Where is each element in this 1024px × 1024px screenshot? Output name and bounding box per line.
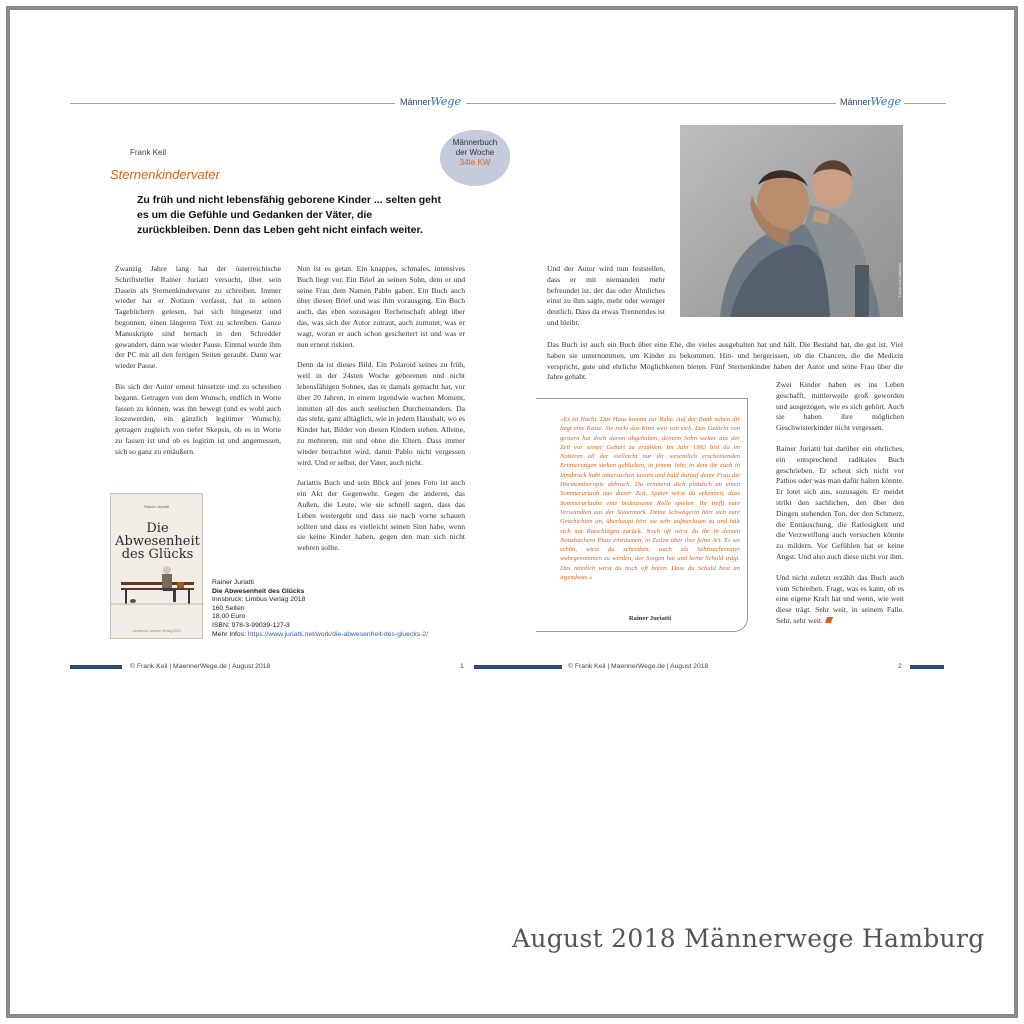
paragraph: Rainer Juriatti hat darüber ein ehrliches, ein entsprechend radikales Buch geschrieben. Er scheut sich nicht vor Pathos oder was man dafür halten könnte. Er lotet sich aus, sozusagen. Er meidet strikt den sachlichen, den über den Dingen stehenden Ton, der den Schmerz, die Enttäuschung, die Ratlosigkeit und die Verzweiflung auch versuchen könnte zu mildern. Vor Gefühlen hat er keine Angst. Und also auch diese nicht vor ihm. bbox=[776, 443, 904, 561]
caption: August 2018 Männerwege Hamburg bbox=[512, 924, 985, 953]
cover-publisher: Innsbruck: Limbus Verlag 2018 bbox=[132, 629, 181, 633]
brand-word-1: Männer bbox=[400, 97, 431, 107]
closing-text: Und nicht zuletzt erzählt das Buch auch vom Schreiben. Fragt, was es kann, ob es eine eigene Kraft hat und wenn, wie weit diese trägt. Sehr weit, in seinem Falle. Sehr, sehr weit. bbox=[776, 572, 904, 625]
brand-word-2: Wege bbox=[430, 95, 461, 108]
header-rule-left bbox=[70, 103, 395, 104]
book-isbn: ISBN: 978-3-99039-127-3 bbox=[212, 621, 290, 629]
paragraph: Juriattis Buch und sein Blick auf jenes Foto ist auch ein Akt der Gegenwehr. Gegen die anderen, das Außen, die Leute, wie sie schnell sagen, dass das Leben weitergeht und dass sie nach vorne schauen sollten und dass es vielleicht seinen Sinn habe, wenn sie keine Kinder haben, gegen den man sich nicht wehren sollte. bbox=[297, 478, 465, 553]
footer-bar-left bbox=[70, 665, 122, 669]
badge-week: 34te KW bbox=[459, 158, 491, 167]
footer-credit-page1: © Frank Keil | MaennerWege.de | August 2018 bbox=[130, 663, 271, 670]
quote-author: Rainer Juriatti bbox=[628, 615, 672, 622]
book-of-week-badge bbox=[440, 130, 510, 186]
footer-bar-right bbox=[910, 665, 944, 669]
byline: Frank Keil bbox=[130, 148, 167, 157]
paragraph: Denn da ist dieses Bild. Ein Polaroid seines zu früh, weil in der 24sten Woche geborenen und nicht lebensfähigen Sohnes, das er damals gemacht hat, vor über 20 Jahren, in einem irgendwie wachen Moment, inmitten all des auch seelischen Durcheinanders. Da das steht, ganz alltäglich, wie in jedem Haushalt, wo es Kinder hat, Bilder von diesen Kindern stehen. Alleine, zu mehreren, mit und ohne die Eltern. Dass immer wieder betrachtet wird, damit Pablo nicht vergessen wird. Und er selbst, der Vater, auch nicht. bbox=[297, 360, 465, 467]
book-cover-image bbox=[110, 493, 203, 639]
end-mark-icon bbox=[825, 617, 833, 623]
book-title: Die Abwesenheit des Glücks bbox=[212, 587, 305, 595]
photo-illustration bbox=[680, 125, 903, 317]
book-publisher: Innsbruck: Limbus Verlag 2018 bbox=[212, 596, 306, 604]
page2-full-width-paragraph: Das Buch ist auch ein Buch über eine Ehe, die vieles ausgehalten hat und hält. Die Bestand hat, die gut ist. Viel haben sie unternommen, um Kinder zu bekommen. Hin- und hergerissen, ob die Chancen, die die Medizin verspricht, gute und ehrliche Möglichkeiten bieten. Fünf Sternenkinder haben der Autor und seine Frau über die Jahre gehabt. bbox=[547, 340, 903, 382]
brand-word-2: Wege bbox=[870, 95, 901, 108]
brand-word-1: Männer bbox=[840, 97, 871, 107]
paragraph: Zwanzig Jahre lang hat der österreichische Schriftsteller Rainer Juriatti versucht, über sein Dasein als Sternenkindervater zu schreiben. Immer wieder hat er Notizen verfasst, hat in seinen Tagebüchern gelesen, hat sich hingesetzt und begonnen, einen längeren Text zu schreiben. Ganze Manuskripte sind hernach in den Schredder gewandert, dann war wieder Pause. Einmal wurde ihm der PC mit all den fertigen Seiten geraubt. Dann war wieder Pause. bbox=[115, 264, 281, 371]
page1-column-2 bbox=[297, 264, 465, 564]
footer-credit-page2: © Frank Keil | MaennerWege.de | August 2018 bbox=[568, 663, 709, 670]
badge-line-1: Männerbuch bbox=[452, 138, 498, 147]
cover-author: Rainer Juriatti bbox=[144, 504, 169, 509]
paragraph: Zwei Kinder haben es ins Leben geschafft, mittlerweile groß geworden und ausgezogen, wie es sich gehört. Auch sie haben ihre möglichen Geschwisterkinder nicht vergessen. bbox=[776, 380, 904, 433]
photo-credit: Fotolia.com | altanaka bbox=[898, 262, 902, 297]
page1-column-1 bbox=[115, 264, 281, 468]
brand-logo-left bbox=[400, 95, 461, 108]
paragraph: Nun ist es getan. Ein knappes, schmales, intensives Buch liegt vor. Ein Brief an seinen Sohn, dem er und seine Frau dem Namen Pablo gaben. Ein Buch auch über diesen Brief und was ihm vorausging. Ein Buch auch, das eben sozusagen Rechenschaft ablegt über das, was sich der Autor zutraut, auch zumutet; was er wagt, woran er auch schon gescheitert ist und was er nun erneut riskiert. bbox=[297, 264, 465, 349]
more-info-label: Mehr Infos: bbox=[212, 630, 248, 638]
page2-intro: Und der Autor wird nun feststellen, dass er mit niemanden mehr befreundet ist, der das oder Ähnliches einst zu ihm sagte, mehr oder weniger deutlich. Dass da etwas Trennendes ist und bleibt. bbox=[547, 264, 665, 327]
father-child-photo bbox=[680, 125, 903, 317]
paragraph: Bis sich der Autor erneut hinsetzte und zu schreiben begann. Getragen von dem Wunsch, endlich in Worte fassen zu können, was ihn bewegt (und es wohl auch loszuwerden, ein gänzlich legitimer Wunsch); getragen zugleich von tiefer Skepsis, ob es in Worte zu fassen ist und ob es legitim ist und angemessen, sich so ganz zu entäußern. bbox=[115, 381, 281, 456]
book-info-link[interactable]: https://www.juriatti.net/work/die-abwesenheit-des-gluecks-2/ bbox=[247, 630, 429, 638]
book-more-info bbox=[212, 631, 428, 640]
footer-bar-middle bbox=[474, 665, 562, 669]
pull-quote: »Es ist Nacht. Das Haus kommt zur Ruhe. Auf der Bank neben dir liegt eine Katze. Sie reckt das Kinn weit von sich. Das Gedicht von gestern hat doch davon abgehalten, deinem Sohn weiter aus der Zeit vor seiner Geburt zu erzählen. Im Jahr 1992 bist du im Notieren all der vielleicht nur dir wesentlich erscheinenden Erinnerungen stehen geblieben, in jenem Jahr, in dem ihr euch in Innsbruck habt untersuchen lassen und bald darauf deine Frau die Hormontherapie abbrach. Du erinnerst dich plötzlich an einen Sommerurlaub aus dieser Zeit. Später wirst du erkennen, dass Sommerurlaube eine bedeutsame Rolle spielen. Ihr trefft eure Verwandten aus der Steiermark. Deine Schwägerin hört sich eure Geschichten an, überhaupt hört sie sehr aufmerksam zu und hält sich mit Ratschlägen zurück. Noch oft wirst du ihr in deinen Notizbüchern Platz einräumen, in Zeilen über ihre feine Art. Es sei schön, wirst du schreiben, auch als Sehnsuchtsvater wahrgenommen zu werden, der Sorgen hat und keine Schuld trägt. Das nämlich wirst du noch oft hören. Dass du Schuld hast an irgendwas.« bbox=[560, 416, 740, 582]
lead-paragraph: Zu früh und nicht lebensfähig geborene Kinder ... selten geht es um die Gefühle und Gedanken der Väter, die zurückbleiben. Denn das Leben geht nicht einfach weiter. bbox=[137, 194, 441, 236]
page2-right-column bbox=[776, 380, 904, 637]
article-title: Sternenkindervater bbox=[110, 167, 220, 182]
bench-illustration bbox=[111, 494, 204, 640]
header-rule-middle bbox=[466, 103, 836, 104]
book-pages: 160 Seiten bbox=[212, 604, 245, 612]
header-rule-right bbox=[904, 103, 946, 104]
badge-line-2: der Woche bbox=[455, 148, 495, 157]
paragraph bbox=[776, 573, 904, 627]
book-author: Rainer Juriatti bbox=[212, 579, 254, 586]
cover-title: Die Abwesenheit des Glücks bbox=[115, 521, 200, 562]
book-price: 18,00 Euro bbox=[212, 613, 246, 621]
book-info bbox=[212, 579, 428, 639]
brand-logo-right bbox=[840, 95, 901, 108]
page-number-2: 2 bbox=[898, 663, 902, 670]
page-number-1: 1 bbox=[460, 663, 464, 670]
